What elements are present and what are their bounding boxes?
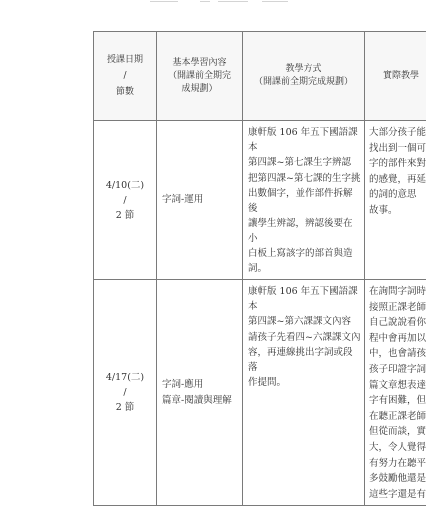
- header-content-line3: 成規劃）: [157, 83, 242, 96]
- header-method-cell: [243, 32, 365, 121]
- header-content-cell: [157, 32, 243, 121]
- header-actual-label: 實際教學: [365, 70, 426, 83]
- table-row: [94, 121, 426, 280]
- header-date-cell: [94, 32, 157, 121]
- actual-line: 這些字還是有: [369, 487, 426, 503]
- teaching-plan-table: [93, 31, 426, 506]
- lesson-periods: 2 節: [94, 400, 156, 415]
- header-content-line2: （開課前全期完: [157, 70, 242, 83]
- method-lead-line: 第四課~第六課課文內容: [248, 314, 361, 329]
- date-cell: [94, 121, 157, 280]
- method-line: 容，再連線挑出字詞或段落: [248, 345, 361, 375]
- method-cell: [243, 121, 365, 280]
- actual-line: 有努力在聽平: [369, 456, 426, 472]
- actual-line: 字有困難，但: [369, 393, 426, 409]
- header-row: [94, 32, 426, 121]
- method-line: 作提問。: [248, 375, 361, 390]
- header-actual-cell: [365, 32, 426, 121]
- header-date-label: 授課日期: [94, 52, 156, 68]
- method-lead-line: 第四課~第七課生字辨認: [248, 155, 361, 170]
- actual-line: 程中會再加以: [369, 331, 426, 347]
- date-sep: /: [94, 193, 156, 208]
- actual-line: 在聽正課老師: [369, 409, 426, 425]
- actual-line: 篇文章想表達: [369, 378, 426, 394]
- content-item: 篇章-閱讀與理解: [162, 393, 242, 409]
- method-lead-line: 康軒版 106 年五下國語課本: [248, 125, 361, 155]
- actual-line: 大，令人覺得: [369, 440, 426, 456]
- method-cell: [243, 280, 365, 506]
- header-method-line1: 教學方式: [243, 63, 364, 76]
- method-line: 出數個字，並作部件拆解後: [248, 186, 361, 216]
- actual-line: 自己說說看你: [369, 315, 426, 331]
- lesson-date: 4/10(二): [94, 178, 156, 193]
- date-cell: [94, 280, 157, 506]
- method-line: 讓學生辨認，辨認後要在小: [248, 216, 361, 246]
- header-periods-label: 節數: [94, 84, 156, 100]
- top-border-fragment: [0, 0, 426, 6]
- header-content-line1: 基本學習內容: [157, 57, 242, 70]
- actual-line: 接照正課老師: [369, 300, 426, 316]
- lesson-date: 4/17(二): [94, 370, 156, 385]
- content-item: 字詞-應用: [162, 377, 242, 393]
- table-row: [94, 280, 426, 506]
- actual-line: 多鼓勵他還是: [369, 471, 426, 487]
- actual-line: 孩子印證字詞: [369, 362, 426, 378]
- actual-cell: [365, 121, 426, 280]
- date-sep: /: [94, 385, 156, 400]
- actual-line: 的詞的意思: [369, 187, 426, 203]
- actual-line: 找出到一個可: [369, 141, 426, 157]
- actual-line: 的感覺，再延: [369, 172, 426, 188]
- content-cell: [157, 121, 243, 280]
- actual-line: 中，也會請孩: [369, 346, 426, 362]
- actual-line: 大部分孩子能: [369, 125, 426, 141]
- actual-line: 故事。: [369, 203, 426, 219]
- content-cell: [157, 280, 243, 506]
- header-date-sep: /: [94, 68, 156, 84]
- actual-line: 在詢問字詞時: [369, 284, 426, 300]
- method-line: 請孩子先看四~六課課文內: [248, 330, 361, 345]
- method-line: 把第四課~第七課的生字挑: [248, 171, 361, 186]
- method-line: 詞。: [248, 261, 361, 276]
- actual-cell: [365, 280, 426, 506]
- method-line: 白板上寫該字的部首與造: [248, 246, 361, 261]
- content-item: 字詞-運用: [162, 192, 242, 208]
- method-lead-line: 康軒版 106 年五下國語課本: [248, 284, 361, 314]
- lesson-periods: 2 節: [94, 208, 156, 223]
- actual-line: 但從而談，實: [369, 424, 426, 440]
- header-method-line2: （開課前全期完成規劃）: [243, 76, 364, 89]
- actual-line: 字的部件來對: [369, 156, 426, 172]
